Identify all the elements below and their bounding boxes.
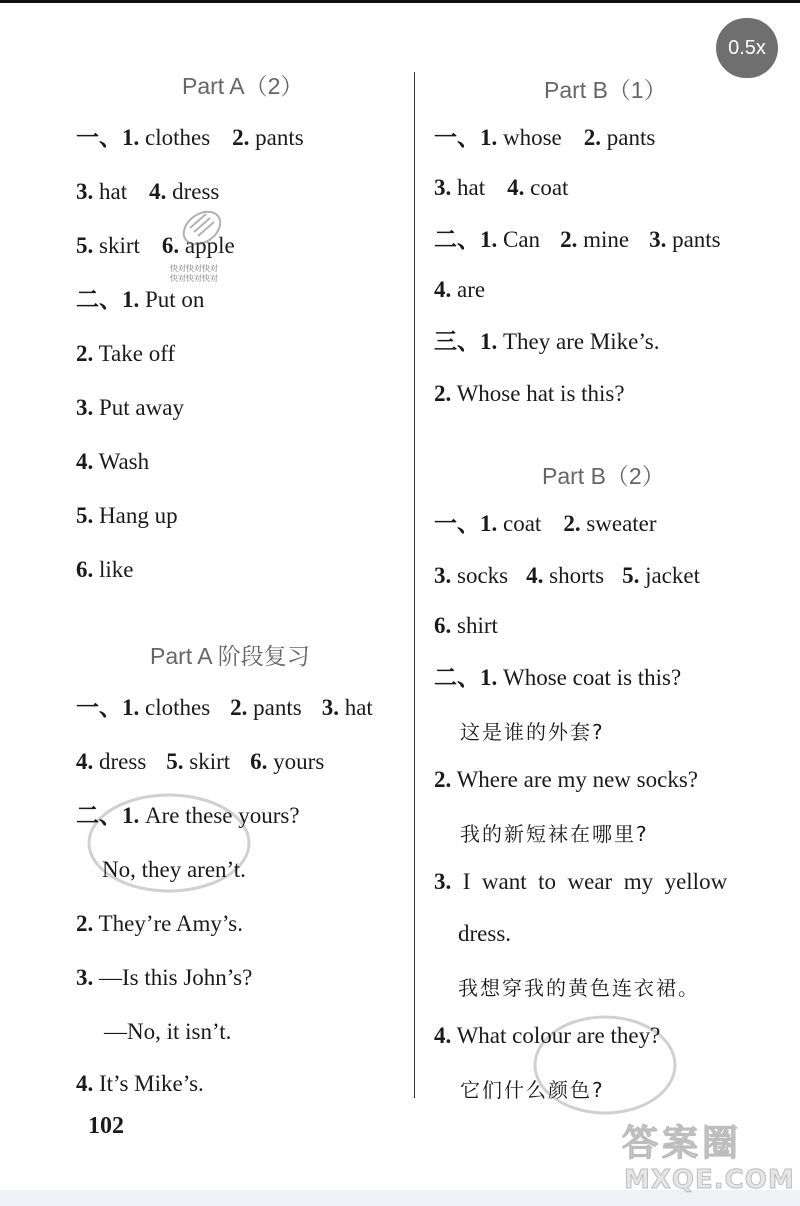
answer-line: 一、1. clothes 2. pants	[76, 125, 304, 150]
answer-line: 2. Where are my new socks?	[434, 767, 698, 792]
heading-part-a2: Part A（2）	[182, 73, 304, 99]
answer-line: —No, it isn’t.	[104, 1019, 232, 1044]
watermark-bottom-text: MXQE.COM	[624, 1165, 795, 1195]
watermark-top-text: 答案圈	[622, 1123, 743, 1164]
answer-line: 4. Wash	[76, 449, 150, 474]
answer-line: 2. Take off	[76, 341, 176, 366]
answer-line: 二、1. Can 2. mine 3. pants	[434, 227, 721, 252]
translation-line: 我想穿我的黄色连衣裙。	[458, 976, 700, 1000]
answer-line: 4. What colour are they?	[434, 1023, 661, 1048]
zoom-level-label: 0.5x	[728, 36, 766, 59]
answer-line: 二、1. Are these yours?	[76, 803, 300, 828]
answer-line: 6. shirt	[434, 613, 498, 638]
column-divider	[414, 72, 415, 1098]
answer-line: 一、1. coat 2. sweater	[434, 511, 657, 536]
answer-line: 4. It’s Mike’s.	[76, 1071, 204, 1096]
translation-line: 它们什么颜色?	[460, 1078, 605, 1102]
heading-part-b2: Part B（2）	[542, 463, 665, 489]
answer-line: 3. socks 4. shorts 5. jacket	[434, 563, 700, 588]
answer-line: 二、1. Put on	[76, 287, 205, 312]
heading-part-b1: Part B（1）	[544, 77, 667, 103]
answer-line: 5. skirt 6. apple	[76, 233, 235, 258]
site-watermark-logo	[622, 1115, 795, 1201]
page-number: 102	[88, 1113, 124, 1139]
translation-line: 我的新短袜在哪里?	[460, 822, 649, 846]
answer-line: 3. hat 4. dress	[76, 179, 220, 204]
stamp-caption: 快对快对快对 快对快对快对	[170, 264, 218, 283]
translation-line: 这是谁的外套?	[460, 720, 605, 744]
answer-line: 4. are	[434, 277, 486, 302]
answer-line: 3. —Is this John’s?	[76, 965, 253, 990]
answer-line: 3. Put away	[76, 395, 184, 420]
top-border	[0, 0, 800, 3]
answer-line: 3. hat 4. coat	[434, 175, 569, 200]
heading-part-a-review: Part A 阶段复习	[150, 643, 310, 669]
answer-line: 三、1. They are Mike’s.	[434, 329, 660, 354]
kuaidui-stamp-icon	[172, 198, 240, 256]
kuaidui-watermark-icon	[530, 1010, 680, 1120]
answer-line: 5. Hang up	[76, 503, 178, 528]
answer-line: 2. They’re Amy’s.	[76, 911, 243, 936]
answer-line: 一、1. whose 2. pants	[434, 125, 656, 150]
zoom-level-button[interactable]	[716, 18, 778, 78]
answer-line: 2. Whose hat is this?	[434, 381, 625, 406]
answer-line: 二、1. Whose coat is this?	[434, 665, 682, 690]
kuaidui-watermark-icon	[84, 788, 254, 898]
answer-line: No, they aren’t.	[102, 857, 246, 882]
answer-line: 一、1. clothes 2. pants 3. hat	[76, 695, 373, 720]
answer-line: 3. I want to wear my yellow	[434, 869, 728, 894]
answer-line: dress.	[458, 921, 512, 946]
answer-line: 4. dress 5. skirt 6. yours	[76, 749, 325, 774]
answer-line: 6. like	[76, 557, 134, 582]
